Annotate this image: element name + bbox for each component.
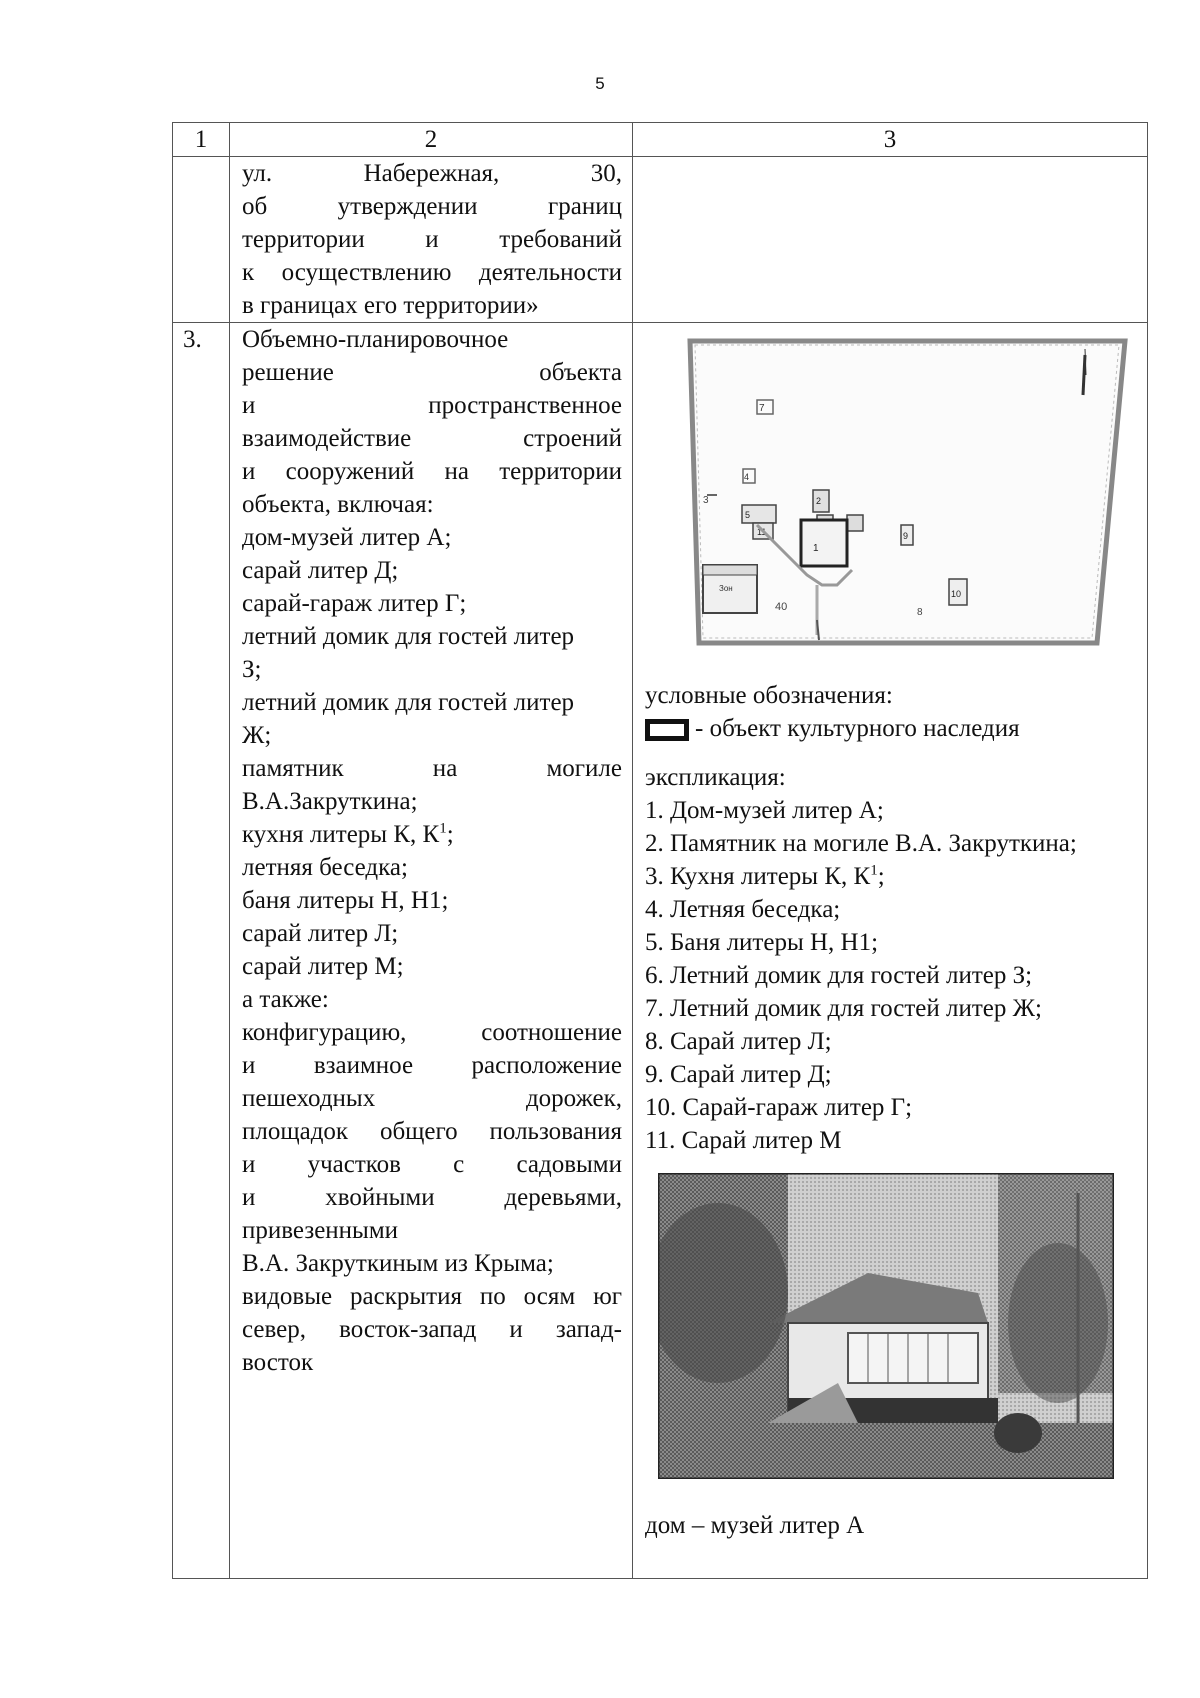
row2-text-line: В.А.Закруткина; [242,788,418,815]
row2-text-line: конфигурацию, соотношение [242,1019,622,1046]
explication-title: экспликация: [645,764,786,791]
superscript: 1 [439,820,447,837]
row2-text-line: летняя беседка; [242,854,408,881]
row2-text-line: взаимодействие строений [242,425,622,452]
explication-item: 10. Сарай-гараж литер Г; [645,1094,913,1121]
plan-label: 2 [816,496,822,506]
plan-label: 5 [745,510,751,520]
row2-text-line: Ж; [242,722,272,749]
row1-col2 [230,157,633,323]
row2-text-line: пешеходных дорожек, [242,1085,622,1112]
table-row [173,157,1148,323]
plan-label: 11 [757,527,767,537]
row2-text-line: баня литеры Н, Н1; [242,887,449,914]
explication-kitchen-text: 3. Кухня литеры К, К [645,863,871,890]
row2-number: 3. [173,323,230,1579]
explication-item: 6. Летний домик для гостей литер З; [645,962,1033,989]
explication-item: 7. Летний домик для гостей литер Ж; [645,995,1042,1022]
row2-text-line: и хвойными деревьями, [242,1184,622,1211]
plan-label: 10 [951,589,962,599]
explication-item: 1. Дом-музей литер А; [645,797,884,824]
row2-text-line: З; [242,656,262,683]
explication-item: 8. Сарай литер Л; [645,1028,832,1055]
row2-col2 [230,323,633,1579]
row2-text-line: и взаимное расположение [242,1052,622,1079]
row1-text-line: об утверждении границ [242,193,622,220]
explication-item [645,860,1147,893]
row2-text-line: решение объекта [242,359,622,386]
plan-label: 4 [744,472,750,482]
document-table [172,122,1148,1579]
row2-text-line: север, восток-запад и запад- [242,1316,622,1343]
header-col-2: 2 [230,123,633,157]
row2-text-line: Объемно-планировочное [242,326,509,353]
row2-text-line: восток [242,1349,314,1376]
row2-text-line: сарай-гараж литер Г; [242,590,467,617]
row2-text-line: привезенными [242,1217,399,1244]
superscript-suffix: ; [446,821,454,848]
row2-text-line [242,818,622,851]
row2-text-line: объекта, включая: [242,491,434,518]
site-plan-image [687,335,1129,655]
table-header-row [173,123,1148,157]
row2-text-line: и пространственное [242,392,622,419]
plan-text: Зон [719,584,733,593]
row2-text-line: площадок общего пользования [242,1118,622,1145]
plan-label: 8 [917,607,923,618]
plan-label: 9 [903,531,909,541]
explication-item: 9. Сарай литер Д; [645,1061,832,1088]
row2-text-line: и участков с садовыми [242,1151,622,1178]
plan-label: 7 [759,403,765,414]
explication-item: 11. Сарай литер М [645,1127,842,1154]
row2-col3 [633,323,1148,1579]
row2-text-line: видовые раскрытия по осям юг [242,1283,622,1310]
row2-text-line: дом-музей литер А; [242,524,452,551]
row2-text-line: сарай литер Д; [242,557,399,584]
house-museum-photo [658,1173,1114,1479]
header-col-1: 1 [173,123,230,157]
row1-text-line: ул. Набережная, 30, [242,160,622,187]
heritage-object-symbol [645,719,689,741]
row2-text-line: летний домик для гостей литер [242,689,575,716]
row2-text-line: а также: [242,986,329,1013]
photo-caption: дом – музей литер А [645,1512,865,1539]
header-col-3: 3 [633,123,1148,157]
row1-text-line: в границах его территории» [242,292,539,319]
row1-text-line: к осуществлению деятельности [242,259,622,286]
row2-text-line: памятник на могиле [242,755,622,782]
legend-item [645,712,1147,745]
legend-title: условные обозначения: [645,682,893,709]
table-row [173,323,1148,1579]
row2-text-line: сарай литер Л; [242,920,399,947]
explication-item: 4. Летняя беседка; [645,896,841,923]
superscript: 1 [870,862,878,879]
page-number: 5 [595,74,605,93]
plan-label: 40 [775,601,788,613]
superscript-suffix: ; [877,863,885,890]
legend-item-text: - объект культурного наследия [695,715,1020,742]
row1-col1 [173,157,230,323]
explication-item: 2. Памятник на могиле В.А. Закруткина; [645,830,1077,857]
plan-label: 3 [703,495,709,506]
explication-item: 5. Баня литеры Н, Н1; [645,929,879,956]
explication-block [645,761,1147,1157]
row2-text-line: сарай литер М; [242,953,404,980]
kitchen-text: кухня литеры К, К [242,821,440,848]
legend-block [645,679,1147,745]
plan-label: 1 [813,543,819,554]
row2-text-line: и сооружений на территории [242,458,622,485]
row1-text-line: территории и требований [242,226,622,253]
row2-text-line: летний домик для гостей литер [242,623,575,650]
row2-text-line: В.А. Закруткиным из Крыма; [242,1250,554,1277]
row1-col3 [633,157,1148,323]
